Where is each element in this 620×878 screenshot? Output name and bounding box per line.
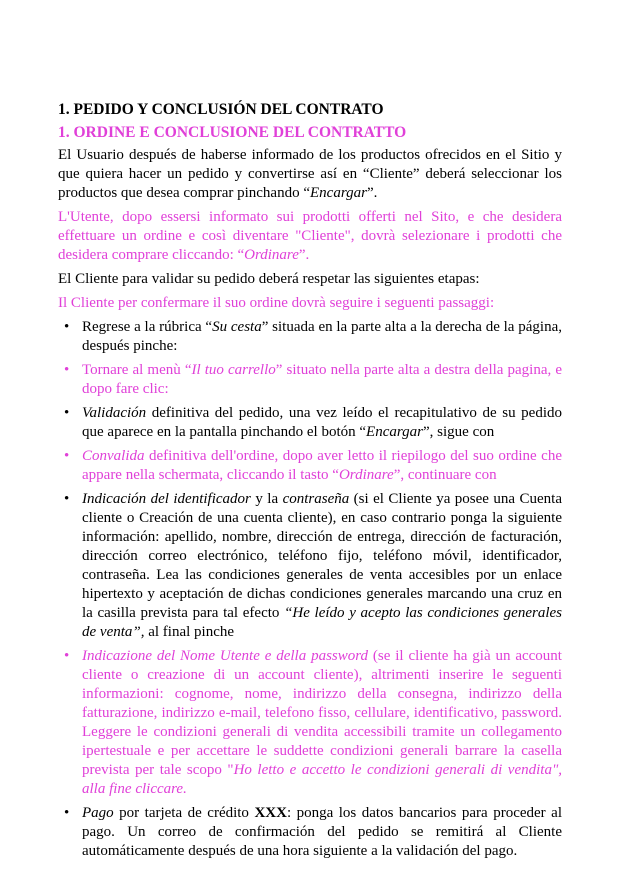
steps-intro-spanish: El Cliente para validar su pedido deberá respetar las siguientes etapas: [58, 271, 480, 287]
step-item-es-1: • Regrese a la rúbrica “Su cesta” situada en la parte alta a la derecha de la página, después pinche: [64, 319, 562, 354]
bullet-icon: • [64, 405, 70, 421]
bullet-icon: • [64, 805, 70, 821]
bullet-icon: • [64, 362, 70, 378]
bullet-icon: • [64, 648, 70, 664]
bullet-icon: • [64, 448, 70, 464]
document-page [58, 100, 562, 866]
heading-spanish: 1. PEDIDO Y CONCLUSIÓN DEL CONTRATO [58, 101, 384, 118]
step-item-es-3: • Indicación del identificador y la contraseña (si el Cliente ya posee una Cuenta cliente o Creación de una cuenta cliente), en caso contrario ponga la siguiente información: apellido, nombre, dirección de entrega, dirección de facturación, dirección correo electrónico, teléfono fijo, teléfono móvil, identificador, contraseña. Lea las condiciones generales de venta accesibles por un enlace hipertexto y aceptación de dichas condiciones generales marcando una cruz en la casilla prevista para tal efecto “He leído y acepto las condiciones generales de venta”, al final pinche [64, 491, 563, 640]
step-item-es-2: • Validación definitiva del pedido, una vez leído el recapitulativo de su pedido que aparece en la pantalla pinchando el botón “Encargar”, sigue con [64, 405, 562, 440]
bullet-icon: • [64, 491, 70, 507]
heading-italian: 1. ORDINE E CONCLUSIONE DEL CONTRATTO [58, 124, 407, 141]
steps-intro-italian: Il Cliente per confermare il suo ordine dovrà seguire i seguenti passaggi: [58, 295, 495, 311]
bullet-icon: • [64, 319, 70, 335]
step-item-it-2: • Convalida definitiva dell'ordine, dopo aver letto il riepilogo del suo ordine che appare nella schermata, cliccando il tasto “Ordinare”, continuare con [64, 448, 562, 483]
step-item-it-1: • Tornare al menù “Il tuo carrello” situato nella parte alta a destra della pagina, e dopo fare clic: [64, 362, 563, 397]
step-item-es-4: • Pago por tarjeta de crédito XXX: ponga los datos bancarios para proceder al pago. Un correo de confirmación del pedido se remitirá al Cliente automáticamente después de una hora siguiente a la validación del pago. [64, 805, 562, 859]
steps-list [58, 318, 562, 861]
intro-italian: L'Utente, dopo essersi informato sui prodotti offerti nel Sito, e che desidera effettuare un ordine e così diventare "Cliente", dovrà selezionare i prodotti che desidera comprare cliccando: “Ordinare”. [58, 209, 562, 263]
step-item-it-3: • Indicazione del Nome Utente e della password (se il cliente ha già un account cliente o creazione di un account cliente), altrimenti inserire le seguenti informazioni: cognome, nome, indirizzo della consegna, indirizzo della fatturazione, indirizzo e-mail, telefono fisso, cellulare, identificativo, password. Leggere le condizioni generali di vendita accessibili tramite un collegamento ipertestuale e per accettare le suddette condizioni generali barrare la casella prevista per tale scopo "Ho letto e accetto le condizioni generali di vendita", alla fine cliccare. [64, 648, 563, 797]
intro-spanish: El Usuario después de haberse informado de los productos ofrecidos en el Sitio y que quiera hacer un pedido y convertirse así en “Cliente” deberá seleccionar los productos que desea comprar pinchando “Encargar”. [58, 147, 562, 201]
